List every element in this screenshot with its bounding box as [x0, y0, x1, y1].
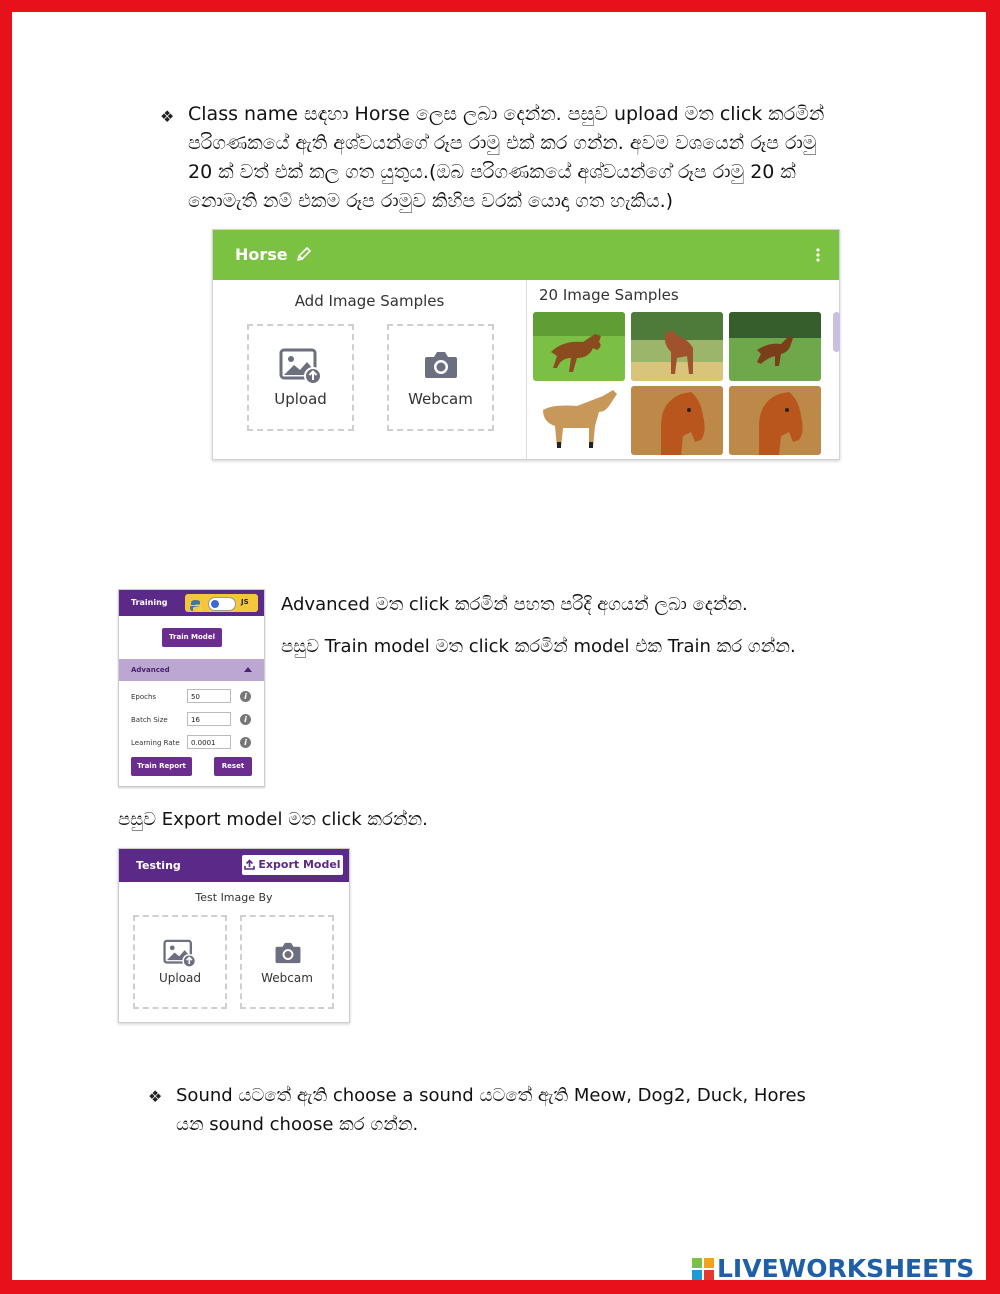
epochs-label: Epochs	[131, 693, 157, 701]
test-webcam-button[interactable]	[240, 915, 334, 1009]
logo-text: LIVEWORKSHEETS	[717, 1254, 975, 1283]
add-samples-area	[213, 280, 526, 459]
testing-title: Testing	[136, 859, 181, 872]
instruction-line: පරිගණකයේ ඇති අශ්වයන්ගේ රූප රාමු එක් කර ගන්න. අවම වශයෙන් රූප රාමු	[188, 132, 817, 154]
camera-icon	[423, 350, 459, 384]
bullet-2: ❖	[148, 1087, 163, 1106]
instruction-line: 20 ක් වත් එක් කල ගත යුතුය.(ඔබ පරිගණකයේ අශ්වයන්ගේ රූප රාමු 20 ක්	[188, 161, 796, 183]
learning-rate-label: Learning Rate	[131, 739, 180, 747]
bullet-1: ❖	[160, 107, 175, 126]
info-icon[interactable]: i	[240, 737, 251, 748]
liveworksheets-logo	[692, 1256, 988, 1282]
test-webcam-label: Webcam	[261, 971, 313, 985]
sample-thumbnail[interactable]	[631, 386, 723, 455]
sample-thumbnail[interactable]	[533, 312, 625, 381]
instruction-train: පසුව Train model මත click කරමින් model එක Train කර ගන්න.	[281, 636, 796, 657]
train-report-button[interactable]: Train Report	[131, 757, 192, 776]
info-icon[interactable]: i	[240, 691, 251, 702]
instruction-horse	[188, 100, 908, 216]
instruction-line: යන sound choose කර ගන්න.	[176, 1114, 419, 1135]
export-model-button[interactable]	[242, 855, 343, 875]
sample-thumbnail[interactable]	[631, 312, 723, 381]
class-name[interactable]: Horse	[235, 245, 288, 264]
image-upload-icon	[163, 939, 197, 973]
learning-rate-input[interactable]: 0.0001	[187, 735, 231, 749]
logo-mark-icon	[692, 1258, 714, 1284]
instruction-export: පසුව Export model මත click කරන්න.	[118, 809, 428, 830]
upload-button[interactable]	[247, 324, 354, 431]
test-upload-button[interactable]	[133, 915, 227, 1009]
training-title: Training	[131, 598, 168, 607]
export-model-label: Export Model	[258, 858, 341, 871]
training-panel	[118, 589, 265, 787]
horse-class-card	[212, 229, 840, 460]
testing-panel	[118, 848, 350, 1023]
upload-arrow-icon	[244, 857, 255, 877]
sample-thumbnail[interactable]	[533, 386, 625, 455]
upload-label: Upload	[274, 390, 327, 408]
training-header	[119, 590, 264, 616]
advanced-toggle[interactable]	[119, 659, 264, 681]
info-icon[interactable]: i	[240, 714, 251, 725]
image-upload-icon	[279, 348, 323, 390]
samples-count: 20 Image Samples	[539, 286, 679, 304]
image-samples-area	[526, 280, 840, 459]
webcam-label: Webcam	[408, 390, 473, 408]
reset-button[interactable]: Reset	[214, 757, 252, 776]
camera-icon	[274, 941, 302, 969]
batch-size-label: Batch Size	[131, 716, 168, 724]
pencil-icon[interactable]	[295, 245, 313, 267]
sample-thumbnail[interactable]	[729, 312, 821, 381]
samples-scrollbar[interactable]	[833, 312, 840, 352]
train-model-button[interactable]: Train Model	[162, 628, 222, 647]
python-icon	[189, 597, 202, 616]
instruction-line: Sound යටතේ ඇති choose a sound යටතේ ඇති Meow, Dog2, Duck, Hores	[176, 1085, 806, 1106]
instruction-advanced: Advanced මත click කරමින් පහත පරිදි අගයන් ලබා දෙන්න.	[281, 594, 748, 615]
caret-up-icon	[244, 667, 252, 672]
language-toggle[interactable]	[185, 594, 258, 612]
webcam-button[interactable]	[387, 324, 494, 431]
advanced-label: Advanced	[131, 666, 170, 674]
instruction-line: Class name සඳහා Horse ලෙස ලබා දෙන්න. පසුව upload මත click කරමින්	[188, 103, 825, 125]
test-upload-label: Upload	[158, 971, 202, 985]
batch-size-input[interactable]: 16	[187, 712, 231, 726]
instruction-sound	[176, 1081, 896, 1139]
toggle-switch[interactable]	[208, 597, 236, 611]
js-label: JS	[241, 598, 249, 606]
sample-thumbnail[interactable]	[729, 386, 821, 455]
add-samples-title: Add Image Samples	[294, 292, 445, 310]
more-options-icon[interactable]	[815, 247, 821, 267]
epochs-input[interactable]: 50	[187, 689, 231, 703]
testing-header	[119, 849, 349, 882]
test-image-by-label: Test Image By	[195, 891, 273, 904]
instruction-line: නොමැති නම් එකම රූප රාමුව කිහිප වරක් යොදා ගත හැකිය.)	[188, 190, 674, 212]
class-header	[213, 230, 839, 280]
